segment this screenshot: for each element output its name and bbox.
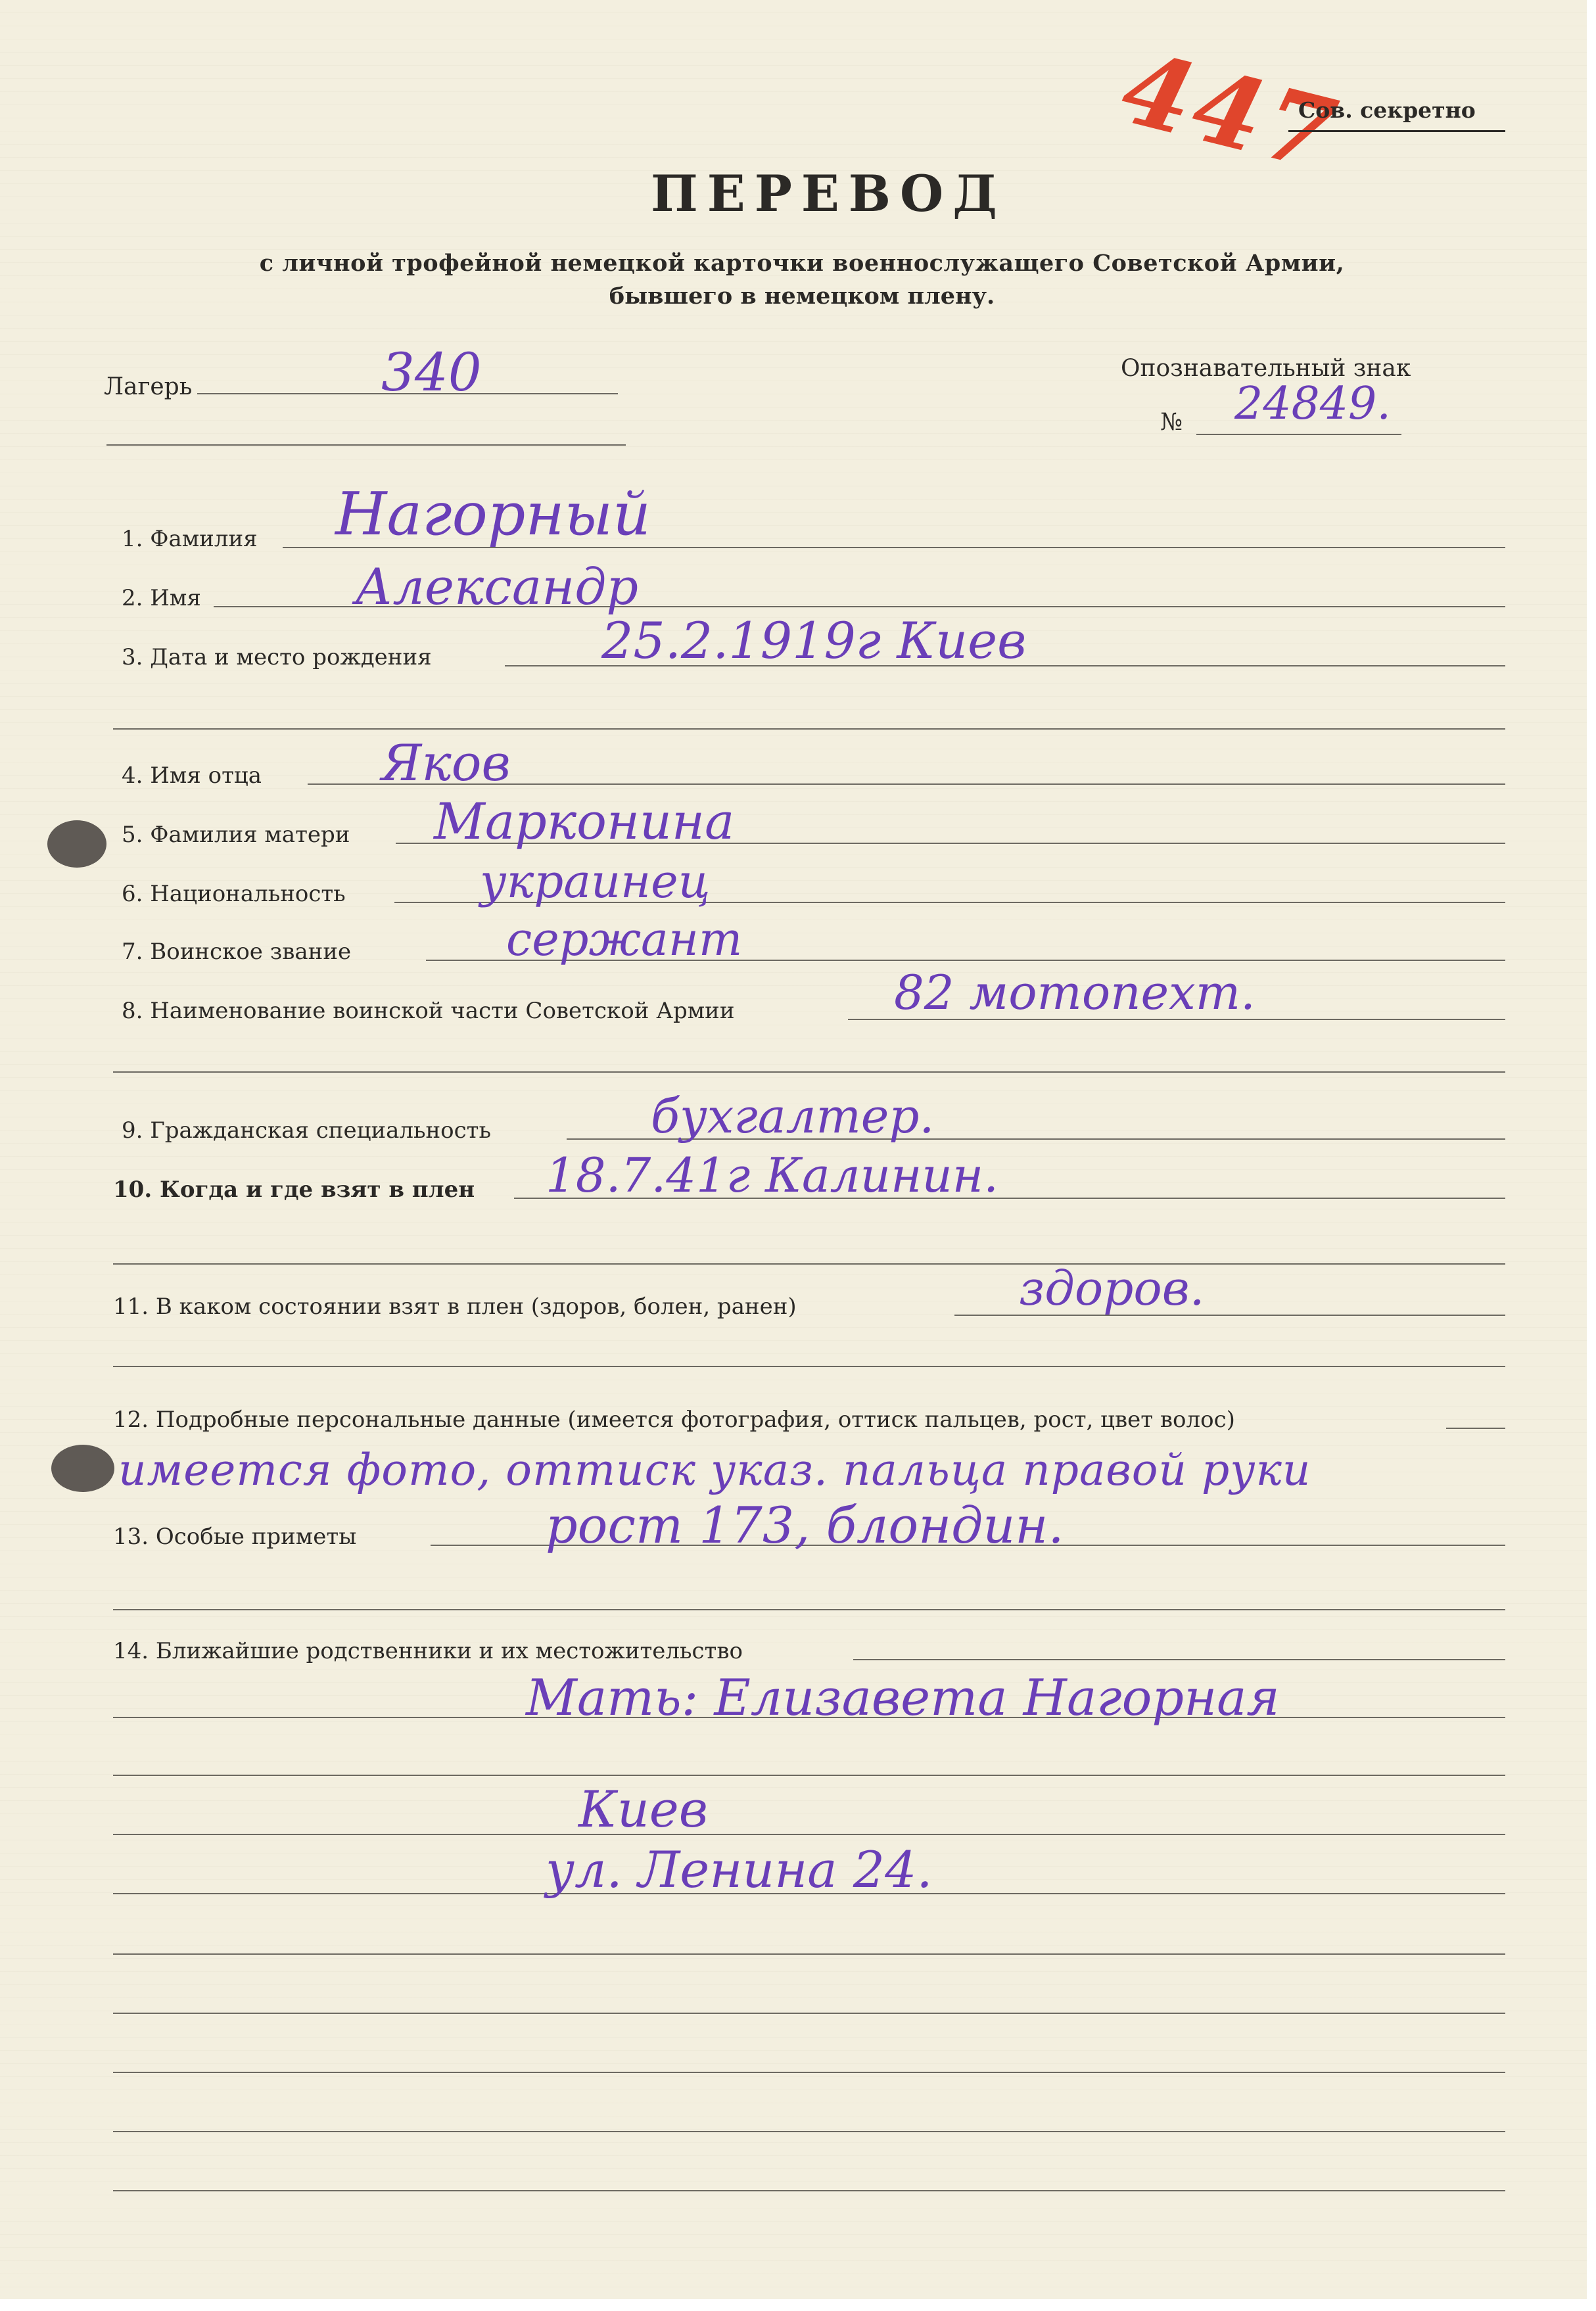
field-label-name: 2. Имя: [122, 585, 201, 611]
field-label-surname: 1. Фамилия: [122, 526, 258, 552]
subtitle-line-1: с личной трофейной немецкой карточки военнослужащего Советской Армии,: [259, 250, 1345, 277]
id-number-label: №: [1160, 409, 1183, 436]
field-label-nationality: 6. Национальность: [122, 881, 346, 907]
relatives-line-2: Киев: [578, 1780, 708, 1838]
field-value-rank: сержант: [506, 912, 743, 966]
relatives-line-3: ул. Ленина 24.: [546, 1840, 933, 1899]
field-value-condition: здоров.: [1019, 1261, 1205, 1316]
field-label-birth: 3. Дата и место рождения: [122, 644, 432, 670]
subtitle-line-2: бывшего в немецком плену.: [609, 283, 995, 310]
field-value-surname: Нагорный: [335, 480, 651, 549]
field-value-father-name: Яков: [381, 734, 511, 792]
field-value-nationality: украинец: [480, 854, 711, 908]
field-value-mother-surname: Марконина: [434, 792, 735, 851]
field-value-personal-data: имеется фото, оттиск указ. пальца правой руки: [118, 1445, 1311, 1495]
field-label-personal-data: 12. Подробные персональные данные (имеется фотография, оттиск пальцев, рост, цвет волос): [113, 1407, 1235, 1433]
field-label-civil-profession: 9. Гражданская специальность: [122, 1117, 491, 1144]
camp-value: 340: [381, 342, 482, 403]
field-label-unit: 8. Наименование воинской части Советской Армии: [122, 998, 735, 1024]
field-value-special-features: рост 173, блондин.: [546, 1496, 1064, 1554]
field-value-unit: 82 мотопехт.: [894, 965, 1256, 1020]
id-tag-label: Опознавательный знак: [1121, 355, 1411, 382]
relatives-line-1: Мать: Елизавета Нагорная: [526, 1668, 1280, 1727]
field-value-birth: 25.2.1919г Киев: [601, 611, 1027, 670]
field-label-special-features: 13. Особые приметы: [113, 1524, 357, 1550]
field-label-rank: 7. Воинское звание: [122, 939, 352, 965]
secrecy-stamp: Сов. секретно: [1298, 97, 1476, 123]
id-tag-value: 24849.: [1234, 378, 1391, 430]
punch-hole-bottom: [51, 1445, 114, 1492]
camp-label: Лагерь: [104, 373, 193, 400]
field-label-father-name: 4. Имя отца: [122, 762, 262, 789]
field-label-mother-surname: 5. Фамилия матери: [122, 822, 350, 848]
field-value-name: Александр: [355, 557, 639, 616]
field-value-captured: 18.7.41г Калинин.: [546, 1148, 999, 1203]
document-title: ПЕРЕВОД: [651, 164, 1006, 223]
red-file-number: 447: [1111, 30, 1350, 195]
field-label-condition: 11. В каком состоянии взят в плен (здоров, болен, ранен): [113, 1294, 797, 1320]
punch-hole-top: [47, 820, 106, 868]
field-label-relatives: 14. Ближайшие родственники и их местожительство: [113, 1638, 743, 1664]
field-value-civil-profession: бухгалтер.: [651, 1088, 935, 1144]
field-label-captured: 10. Когда и где взят в плен: [113, 1177, 475, 1203]
